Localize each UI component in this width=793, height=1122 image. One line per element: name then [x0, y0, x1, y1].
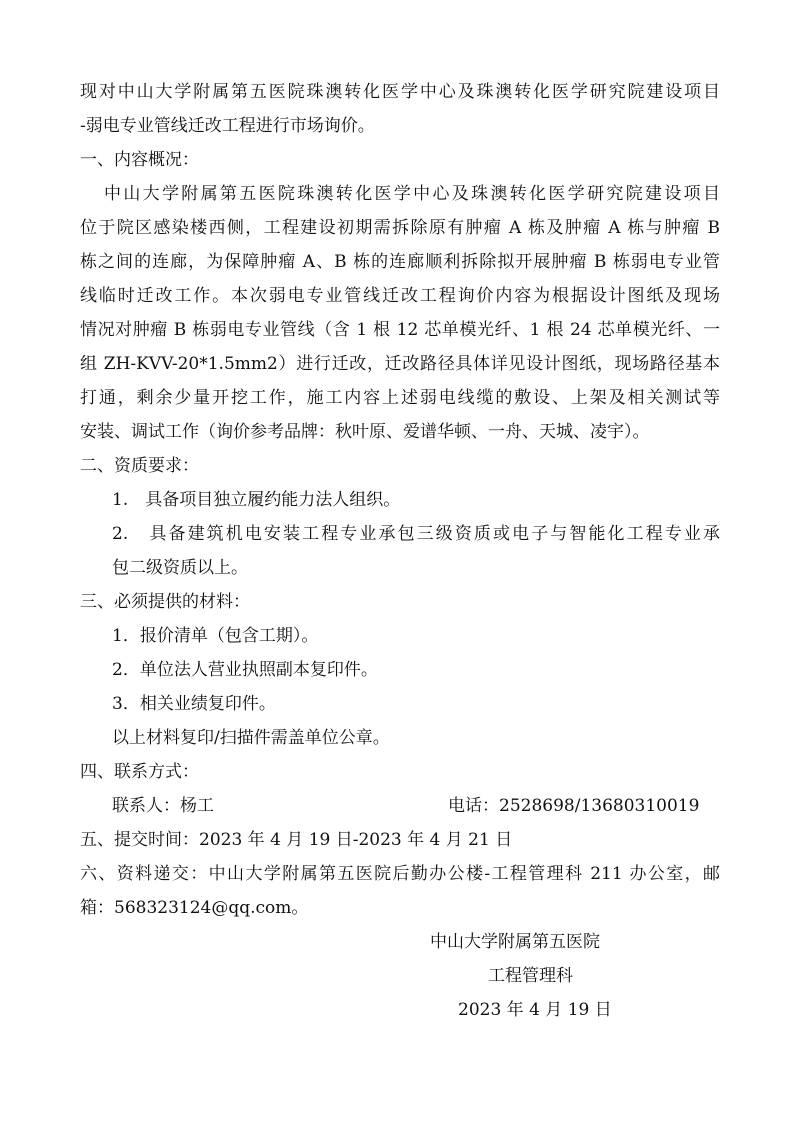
contact-phone: 电话：2528698/13680310019: [448, 796, 700, 816]
section-2-heading: 二、资质要求：: [80, 456, 199, 476]
section-1-line-2: 位于院区感染楼西侧，工程建设初期需拆除原有肿瘤 A 栋及肿瘤 A 栋与肿瘤 B: [80, 218, 720, 238]
section-1-heading: 一、内容概况：: [80, 150, 199, 170]
section-1-line-6: 组 ZH-KVV-20*1.5mm2）进行迁改，迁改路径具体详见设计图纸，现场路径基本: [80, 354, 720, 374]
signature-organization: 中山大学附属第五医院: [430, 932, 600, 952]
section-6-line-2: 箱：568323124@qq.com。: [80, 898, 309, 918]
section-1-line-1: 中山大学附属第五医院珠澳转化医学中心及珠澳转化医学研究院建设项目: [104, 184, 720, 204]
section-6-line-1: 六、资料递交：中山大学附属第五医院后勤办公楼-工程管理科 211 办公室，邮: [80, 864, 720, 884]
section-2-item-1: 1. 具备项目独立履约能力法人组织。: [112, 490, 401, 510]
intro-line-1: 现对中山大学附属第五医院珠澳转化医学中心及珠澳转化医学研究院建设项目: [80, 82, 720, 102]
section-3-item-1: 1．报价清单（包含工期）。: [112, 626, 319, 646]
signature-department: 工程管理科: [488, 966, 573, 986]
section-2-item-2-line-2: 包二级资质以上。: [112, 558, 248, 578]
section-1-line-8: 安装、调试工作（询价参考品牌：秋叶原、爱谱华顿、一舟、天城、凌宇）。: [80, 422, 650, 442]
section-3-item-3: 3．相关业绩复印件。: [112, 694, 276, 714]
section-5-submission-time: 五、提交时间：2023 年 4 月 19 日-2023 年 4 月 21 日: [80, 830, 513, 850]
section-3-item-2: 2．单位法人营业执照副本复印件。: [112, 660, 378, 680]
section-1-line-3: 栋之间的连廊，为保障肿瘤 A、B 栋的连廊顺利拆除拟开展肿瘤 B 栋弱电专业管: [80, 252, 720, 272]
section-1-line-5: 情况对肿瘤 B 栋弱电专业管线（含 1 根 12 芯单模光纤、1 根 24 芯单模光纤、一: [80, 320, 720, 340]
section-1-line-4: 线临时迁改工作。本次弱电专业管线迁改工程询价内容为根据设计图纸及现场: [80, 286, 720, 306]
section-3-heading: 三、必须提供的材料：: [80, 592, 250, 612]
section-3-note: 以上材料复印/扫描件需盖单位公章。: [112, 728, 390, 748]
section-4-heading: 四、联系方式：: [80, 762, 199, 782]
contact-person: 联系人：杨工: [112, 796, 214, 816]
section-1-line-7: 打通，剩余少量开挖工作，施工内容上述弱电线缆的敷设、上架及相关测试等: [80, 388, 720, 408]
signature-date: 2023 年 4 月 19 日: [458, 1000, 612, 1020]
section-2-item-2-line-1: 2. 具备建筑机电安装工程专业承包三级资质或电子与智能化工程专业承: [112, 524, 720, 544]
intro-line-2: -弱电专业管线迁改工程进行市场询价。: [80, 116, 375, 136]
